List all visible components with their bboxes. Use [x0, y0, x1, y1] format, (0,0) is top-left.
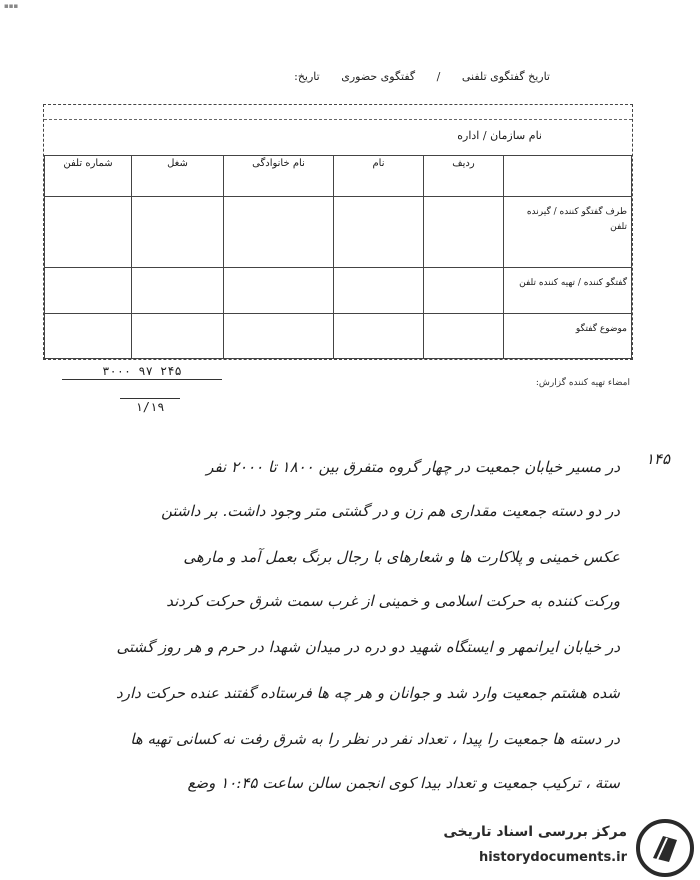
form-title-part: تاریخ گفتگوی تلفنی	[461, 70, 550, 83]
archive-logo-icon	[635, 818, 695, 878]
row-label: موضوع گفتگو	[504, 313, 632, 358]
form-title-part: /	[436, 70, 441, 83]
column-header: نام	[334, 156, 424, 197]
table-cell	[45, 313, 132, 358]
table-cell	[334, 268, 424, 313]
table-cell	[132, 268, 224, 313]
table-header-row	[45, 156, 632, 197]
column-header: ردیف	[424, 156, 504, 197]
table-cell	[334, 313, 424, 358]
table-row	[45, 313, 632, 358]
column-header: نام خانوادگی	[224, 156, 334, 197]
watermark-name: مرکز بررسی اسناد تاریخی	[443, 824, 627, 840]
table-cell	[224, 313, 334, 358]
organization-row	[44, 119, 632, 156]
form-title-part: گفتگوی حضوری	[341, 70, 416, 83]
handwritten-line: شده هشتم جمعیت وارد شد و جوانان و هر چه ها فرستاده گفتند عنده حرکت دارد	[116, 684, 620, 702]
table-row	[45, 197, 632, 268]
table-cell	[132, 197, 224, 268]
form-title	[150, 70, 550, 83]
column-header	[504, 156, 632, 197]
table-cell	[334, 197, 424, 268]
document-number-line: ۳۰۰۰ ۹۷ ۲۴۵	[62, 364, 222, 380]
form-box	[43, 104, 633, 360]
table-cell	[45, 197, 132, 268]
form-title-part: تاریخ:	[294, 70, 320, 83]
handwritten-line: ورکت کننده به حرکت اسلامی و خمینی از غرب سمت شرق حرکت کردند	[166, 592, 620, 610]
table-cell	[132, 313, 224, 358]
row-label: گفتگو کننده / تهیه کننده تلفن	[504, 268, 632, 313]
corner-mark: ▪▪▪	[4, 2, 19, 10]
table-cell	[45, 268, 132, 313]
document-sub-code: ۱/۱۹	[120, 398, 180, 414]
table-cell	[224, 197, 334, 268]
handwritten-line: در دو دسته جمعیت مقداری هم زن و در گشتی متر وجود داشت. بر داشتن	[161, 502, 620, 520]
table-row	[45, 268, 632, 313]
handwritten-line: ستة ، ترکیب جمعیت و تعداد بیدا کوی انجمن سالن ساعت ۱۰:۴۵ وضع	[187, 774, 620, 792]
handwritten-doc-number: ۱۴۵	[645, 450, 670, 468]
table-cell	[224, 268, 334, 313]
watermark-url[interactable]: historydocuments.ir	[478, 850, 627, 865]
handwritten-line: در خیابان ایرانمهر و ایستگاه شهید دو دره در میدان شهدا در حرم و هر روز گشتی	[116, 638, 620, 656]
handwritten-report	[60, 450, 670, 810]
table-cell	[424, 197, 504, 268]
table-cell	[424, 313, 504, 358]
handwritten-line: در مسیر خیابان جمعیت در چهار گروه متفرق بین ۱۸۰۰ تا ۲۰۰۰ نفر	[206, 458, 620, 476]
organization-label: نام سازمان / اداره	[457, 129, 542, 142]
form-table	[44, 155, 632, 359]
handwritten-line: عکس خمینی و پلاکارت ها و شعارهای با رجال برنگ بعمل آمد و مارهی	[183, 548, 620, 566]
table-cell	[424, 268, 504, 313]
column-header: شماره تلفن	[45, 156, 132, 197]
column-header: شغل	[132, 156, 224, 197]
handwritten-line: در دسته ها جمعیت را پیدا ، تعداد نفر در نظر را به شرق رفت نه کسانی تهیه ها	[130, 730, 620, 748]
watermark	[405, 818, 695, 878]
row-label: طرف گفتگو کننده / گیرنده تلفن	[504, 197, 632, 268]
signature-label: امضاء تهیه کننده گزارش:	[535, 378, 630, 388]
